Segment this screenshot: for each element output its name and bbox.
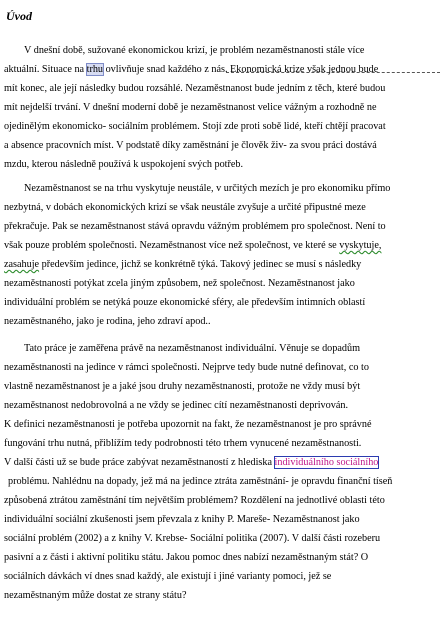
text-line: V dnešní době, sužované ekonomickou krizí, je problém nezaměstnanosti stále více [24,45,365,56]
highlighted-word[interactable]: trhu [86,64,104,75]
text-line: způsobená ztrátou zaměstnání tím největším problémem? Rozdělení na jednotlivé oblasti této [4,495,385,506]
text-line: sociálních dávkách ví dnes snad každý, ale existují i jiné varianty pomoci, jež se [4,571,332,582]
paragraph-1 [0,41,441,174]
text-span: však pouze problém společnosti. Nezaměstnanost více než společnost, ve které se [4,240,340,251]
text-line: nezaměstnanosti na jedince v rámci společnosti. Nejprve tedy bude nutné definovat, co to [4,362,369,373]
text-line [0,236,441,255]
text-line: ojedinělým ekonomicko- sociálním problémem. Stojí zde proti sobě lidé, kteří chtějí pracovat [4,121,386,132]
section-title: Úvod [6,9,32,23]
text-line: Nezaměstnanost se na trhu vyskytuje neustále, v určitých mezích je pro ekonomiku přímo [24,183,391,194]
text-line: problému. Nahlédnu na dopady, jež má na jedince ztráta zaměstnání- je opravdu finanční tíseň [8,476,393,487]
text-line [0,255,441,274]
text-line: nezaměstnanosti potýkat zcela jiným způsobem, než společnost. Nezaměstnanost jako [4,278,355,289]
text-span: ovlivňuje snad každého z nás. Ekonomická krize však jednou bude [103,64,379,75]
text-line: a absence pracovních míst. V podstatě díky zaměstnání je člověk živ- za svou práci dostává [4,140,377,151]
text-line: Tato práce je zaměřena právě na nezaměstnanost individuální. Věnuje se dopadům [24,343,361,354]
text-line: individuální sociální zkušenosti jsem převzala z knihy P. Mareše- Nezaměstnanost jako [4,514,360,525]
text-line: nezaměstnanost nedobrovolná a ne vždy se jedinec cítí nezaměstnanosti deprivován. [4,400,348,411]
text-line: nezaměstnaným může dostat ze strany státu? [4,590,187,601]
grammar-flag-word[interactable]: vyskytuje, [339,240,382,251]
text-line: mzdu, kterou následně používá k uspokojení svých potřeb. [4,159,244,170]
text-span: především jedince, jichž se konkrétně týká. Takový jedinec se musí s následky [39,259,362,270]
text-line [0,60,441,79]
text-span: V další části už se bude práce zabývat nezaměstnaností z hlediska [4,457,275,468]
text-line: nezaměstnaného, jako je rodina, jeho zdraví apod.. [4,316,211,327]
paragraph-3 [0,339,441,605]
text-line: individuální problém se netýká pouze ekonomické sféry, ale především intimních oblastí [4,297,366,308]
tracked-change-line [226,72,440,73]
paragraph-2 [0,179,441,331]
text-line: mít konec, ale její následky budou rozsáhlé. Nezaměstnanost bude jedním z těch, které budou [4,83,386,94]
grammar-flag-word[interactable]: zasahuje [4,259,40,270]
text-line: sociální problém (2002) a z knihy V. Krebse- Sociální politika (2007). V další části rozeberu [4,533,381,544]
text-line: mít nejdelší trvání. V dnešní moderní době je nezaměstnanost velice vážným a rozhodně ne [4,102,377,113]
text-line [0,453,441,472]
text-line: pasivní a z části i aktivní politiku státu. Jakou pomoc dnes nabízí nezaměstnaným stát? O [4,552,369,563]
text-line: K definici nezaměstnanosti je potřeba upozornit na fakt, že nezaměstnanost je pro správné [4,419,372,430]
text-line: fungování trhu nutná, přiblížím tedy podrobnosti této trhem vynucené nezaměstnanosti. [4,438,362,449]
text-line: nezbytná, v dobách ekonomických krizí se však neustále zvyšuje a určité připustné meze [4,202,366,213]
highlighted-phrase[interactable]: individuálního sociálního [274,457,379,468]
text-line: vlastně nezaměstnanost je a jaké jsou druhy nezaměstnanosti, protože ne vždy musí být [4,381,361,392]
text-span: aktuální. Situace na [4,64,87,75]
text-line: překračuje. Pak se nezaměstnanost stává opravdu vážným problémem pro společnost. Není to [4,221,386,232]
